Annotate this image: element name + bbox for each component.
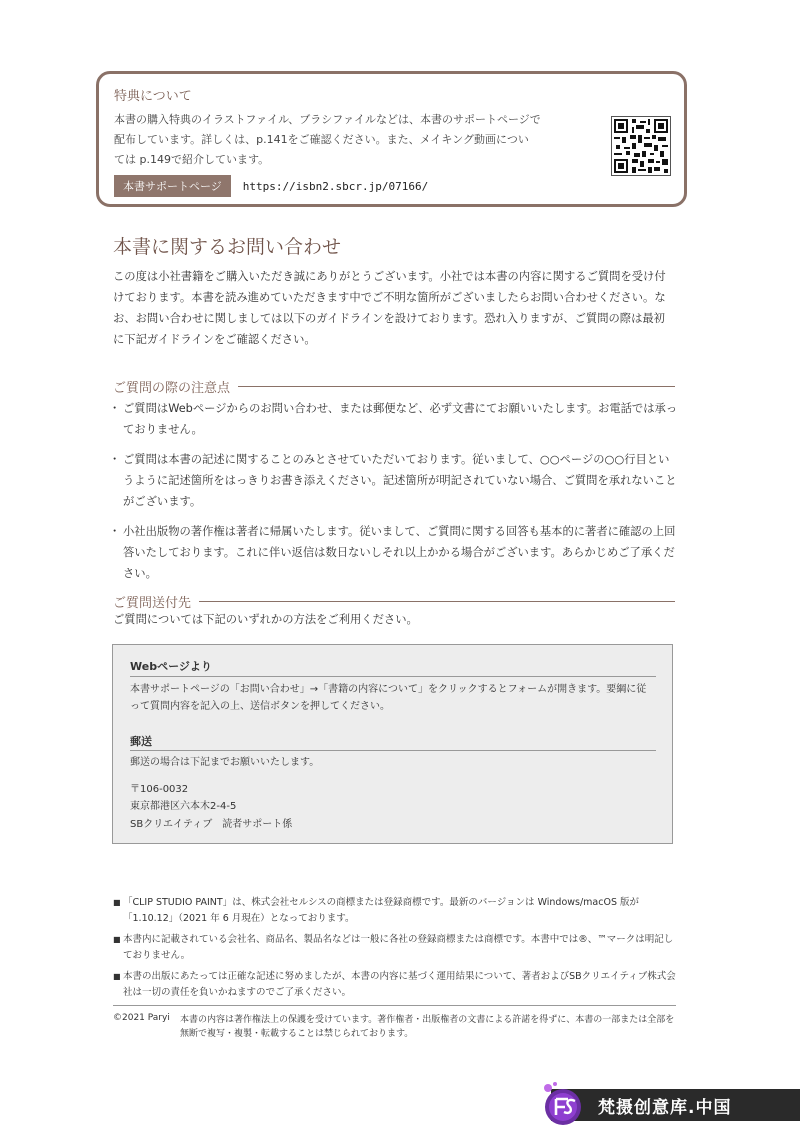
address: 東京都港区六本木2-4-5 (130, 801, 237, 812)
note-item: ・ ご質問は本書の記述に関することのみとさせていただいております。従いまして、○○ページの○○行目というように記述箇所をはっきりお書き添えください。記述箇所が明記されていない場合、ご質問を承れないことがございます。 (113, 449, 678, 512)
web-title: Webページより (130, 660, 212, 673)
bonus-box (96, 71, 687, 207)
mail-rule (130, 750, 656, 751)
inquiry-title: 本書に関するお問い合わせ (113, 236, 342, 258)
destination-heading (113, 592, 675, 611)
fs-logo-icon (539, 1081, 587, 1133)
mail-title: 郵送 (130, 735, 152, 748)
footnote-item: ■ 本書内に記載されている会社名、商品名、製品名などは一般に各社の登録商標または商標です。本書中では®、™マークは明記しておりません。 (113, 932, 678, 964)
mail-text: 郵送の場合は下記までお願いいたします。 (130, 757, 320, 768)
footnote-item: ■ 「CLIP STUDIO PAINT」は、株式会社セルシスの商標または登録商標です。最新のバージョンは Windows/macOS 版が「1.10.12」（2021 年 6 月現在）となっております。 (113, 895, 678, 927)
notes-heading (113, 377, 675, 396)
web-rule (130, 676, 656, 677)
contact-box (112, 644, 673, 844)
heading-rule (199, 601, 675, 602)
bonus-line: 本書の購入特典のイラストファイル、ブラシファイルなどは、本書のサポートページで (114, 113, 541, 126)
copyright: ©2021 Paryi (113, 1013, 170, 1023)
watermark-text: 梵摄创意库.中国 (598, 1098, 732, 1118)
note-item: ・ 小社出版物の著作権は著者に帰属いたします。従いまして、ご質問に関する回答も基本的に著者に確認の上回答いたしております。これに伴い返信は数日ないしそれ以上かかる場合がございます。あらかじめご了承ください。 (113, 521, 678, 584)
note-item: ・ ご質問はWebページからのお問い合わせ、または郵便など、必ず文書にてお願いいたします。お電話では承っておりません。 (113, 398, 678, 440)
inquiry-intro: この度は小社書籍をご購入いただき誠にありがとうございます。小社では本書の内容に関するご質問を受け付けております。本書を読み進めていただきます中でご不明な箇所がございましたらお問い合わせください。なお、お問い合わせに関しましては以下のガイドラインを設けております。恐れ入りますが、ご質問の際は最初に下記ガイドラインをご確認ください。 (113, 270, 666, 346)
footnote-item: ■ 本書の出版にあたっては正確な記述に努めましたが、本書の内容に基づく運用結果について、著者およびSBクリエイティブ株式会社は一切の責任を負いかねますのでご了承ください。 (113, 969, 678, 1001)
support-row (114, 175, 428, 197)
bonus-title: 特典について (114, 89, 192, 104)
bonus-body (114, 110, 574, 170)
footer-rule (113, 1005, 676, 1006)
postal-code: 〒106-0032 (130, 784, 189, 795)
heading-rule (238, 386, 675, 387)
bonus-line: ては p.149で紹介しています。 (114, 153, 270, 166)
legal-notice: 本書の内容は著作権法上の保護を受けています。著作権者・出版権者の文書による許諾を得ずに、本書の一部または全部を無断で複写・複製・転載することは禁じられております。 (180, 1015, 675, 1039)
watermark (535, 1073, 800, 1129)
qr-code-icon[interactable] (611, 116, 671, 176)
recipient: SBクリエイティブ 読者サポート係 (130, 819, 293, 830)
web-text: 本書サポートページの「お問い合わせ」→「書籍の内容について」をクリックするとフォームが開きます。要綱に従って質問内容を記入の上、送信ボタンを押してください。 (130, 684, 647, 712)
notes-list (113, 398, 678, 593)
support-page-label: 本書サポートページ (114, 175, 231, 197)
notes-title: ご質問の際の注意点 (113, 381, 231, 396)
bonus-line: 配布しています。詳しくは、p.141をご確認ください。また、メイキング動画につい (114, 133, 529, 146)
destination-intro: ご質問については下記のいずれかの方法をご利用ください。 (113, 613, 418, 626)
footnotes-list (113, 895, 678, 1006)
destination-title: ご質問送付先 (113, 596, 192, 611)
support-page-url[interactable]: https://isbn2.sbcr.jp/07166/ (242, 179, 429, 193)
